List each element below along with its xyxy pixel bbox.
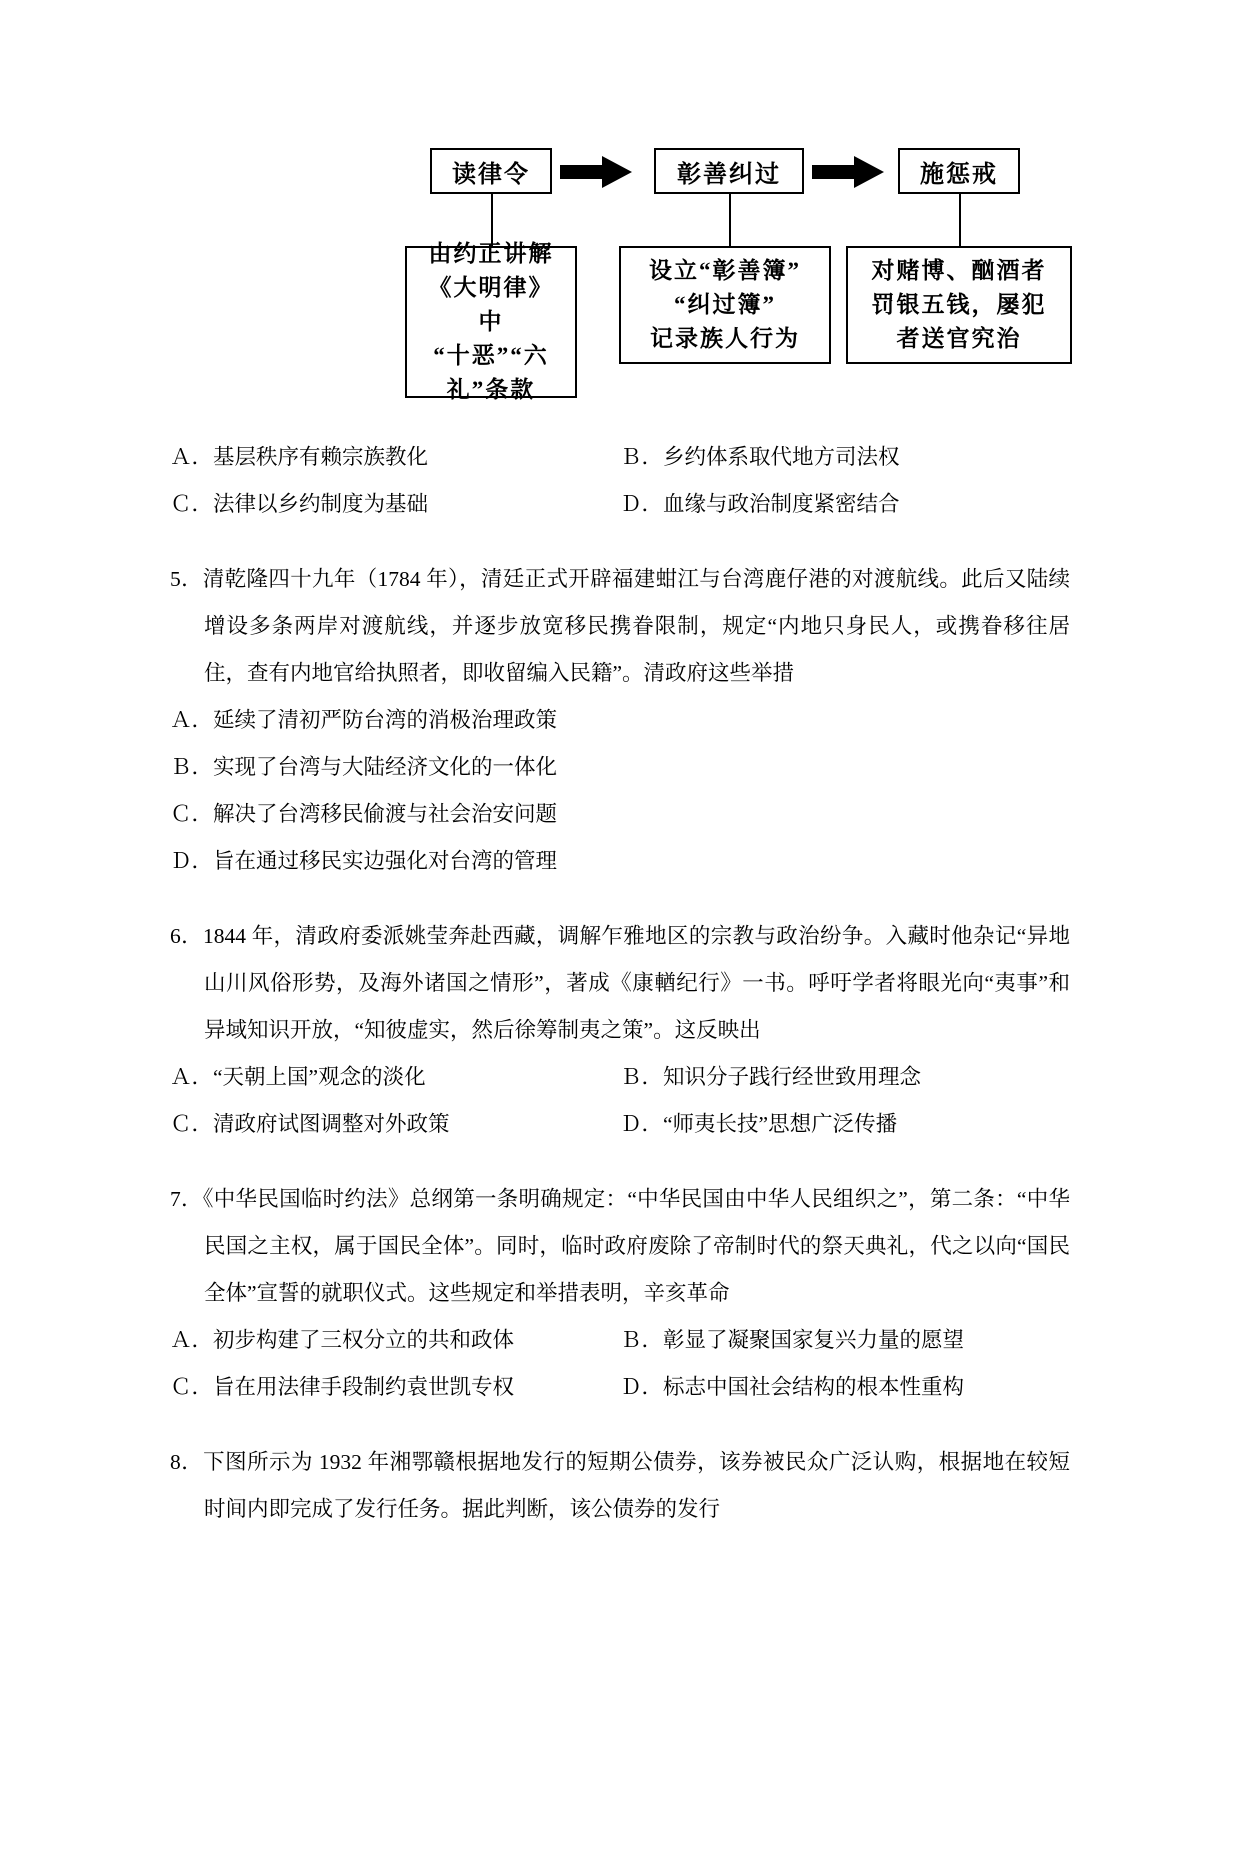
option-a: Ａ．延续了清初严防台湾的消极治理政策 [170, 708, 558, 732]
diagram-detail-1-line-4: 礼”条款 [446, 377, 536, 402]
diagram-detail-3-line-2: 罚银五钱，屡犯 [871, 292, 1047, 317]
flow-diagram [250, 118, 1070, 418]
question-q6 [170, 913, 1070, 1148]
question-q6-stem: 6．1844 年，清政府委派姚莹奔赴西藏，调解乍雅地区的宗教与政治纷争。入藏时他杂记“异地山川风俗形势，及海外诸国之情形”，著成《康輶纪行》一书。呼吁学者将眼光向“夷事”和异域知识开放，“知彼虚实，然后徐筹制夷之策”。这反映出 [170, 924, 1070, 1042]
diagram-detail-2-line-3: 记录族人行为 [650, 326, 800, 351]
option-b: Ｂ．知识分子践行经世致用理念 [620, 1065, 922, 1089]
option-row [170, 1101, 1070, 1148]
diagram-node-3-label: 施惩戒 [920, 161, 998, 188]
diagram-node-2 [654, 148, 804, 194]
diagram-detail-2-line-2: “纠过簿” [674, 292, 776, 317]
option-d: Ｄ．血缘与政治制度紧密结合 [620, 492, 900, 516]
option-b: Ｂ．彰显了凝聚国家复兴力量的愿望 [620, 1328, 965, 1352]
diagram-node-1-label: 读律令 [452, 161, 530, 188]
option-a: Ａ．基层秩序有赖宗族教化 [170, 445, 429, 469]
diagram-detail-1-line-3: “十恶”“六 [433, 343, 549, 368]
option-d: Ｄ．“师夷长技”思想广泛传播 [620, 1112, 898, 1136]
option-d: Ｄ．旨在通过移民实边强化对台湾的管理 [170, 849, 558, 873]
diagram-detail-1 [405, 241, 577, 402]
option-row [170, 434, 1070, 481]
option-b: Ｂ．实现了台湾与大陆经济文化的一体化 [170, 755, 558, 779]
question-q7 [170, 1176, 1070, 1411]
option-b: Ｂ．乡约体系取代地方司法权 [620, 445, 900, 469]
question-q5-stem: 5．清乾隆四十九年（1784 年），清廷正式开辟福建蚶江与台湾鹿仔港的对渡航线。此后又陆续增设多条两岸对渡航线，并逐步放宽移民携眷限制，规定“内地只身民人，或携眷移往居住，查有内地官给执照者，即收留编入民籍”。清政府这些举措 [170, 567, 1070, 685]
option-row [170, 481, 1070, 528]
option-a: Ａ．初步构建了三权分立的共和政体 [170, 1328, 515, 1352]
question-q8 [170, 1439, 1070, 1533]
question-q4-options [170, 434, 1070, 528]
arrow-right-icon [560, 156, 632, 188]
diagram-detail-3-line-3: 者送官究治 [896, 326, 1022, 351]
exam-page [0, 118, 1240, 1872]
spacer [170, 1148, 1070, 1170]
option-c: Ｃ．旨在用法律手段制约袁世凯专权 [170, 1375, 515, 1399]
option-c: Ｃ．法律以乡约制度为基础 [170, 492, 429, 516]
question-body [170, 434, 1070, 1533]
option-a: Ａ．“天朝上国”观念的淡化 [170, 1065, 426, 1089]
spacer [170, 528, 1070, 550]
diagram-node-1 [430, 148, 552, 194]
option-row [170, 1364, 1070, 1411]
connector-line-3 [959, 194, 961, 246]
diagram-node-3 [898, 148, 1020, 194]
option-d: Ｄ．标志中国社会结构的根本性重构 [620, 1375, 965, 1399]
diagram-detail-2 [619, 246, 831, 364]
spacer [170, 1411, 1070, 1433]
question-q8-stem: 8．下图所示为 1932 年湘鄂赣根据地发行的短期公债券，该券被民众广泛认购，根据地在较短时间内即完成了发行任务。据此判断，该公债券的发行 [170, 1450, 1070, 1521]
option-row [170, 1054, 1070, 1101]
question-q5 [170, 556, 1070, 885]
option-c: Ｃ．解决了台湾移民偷渡与社会治安问题 [170, 802, 558, 826]
option-row [170, 1317, 1070, 1364]
question-q7-stem: 7．《中华民国临时约法》总纲第一条明确规定：“中华民国由中华人民组织之”，第二条：“中华民国之主权，属于国民全体”。同时，临时政府废除了帝制时代的祭天典礼，代之以向“国民全体”宣誓的就职仪式。这些规定和举措表明，辛亥革命 [170, 1187, 1070, 1305]
arrow-right-icon [812, 156, 884, 188]
diagram-node-2-label: 彰善纠过 [677, 161, 781, 188]
spacer [170, 885, 1070, 907]
connector-line-2 [729, 194, 731, 246]
diagram-detail-3 [846, 246, 1072, 364]
diagram-detail-1-line-2: 《大明律》中 [428, 275, 554, 334]
option-c: Ｃ．清政府试图调整对外政策 [170, 1112, 450, 1136]
diagram-detail-2-line-1: 设立“彰善簿” [649, 258, 801, 283]
diagram-detail-1-line-1: 由约正讲解 [428, 241, 554, 266]
diagram-detail-3-line-1: 对赌博、酗酒者 [871, 258, 1047, 283]
